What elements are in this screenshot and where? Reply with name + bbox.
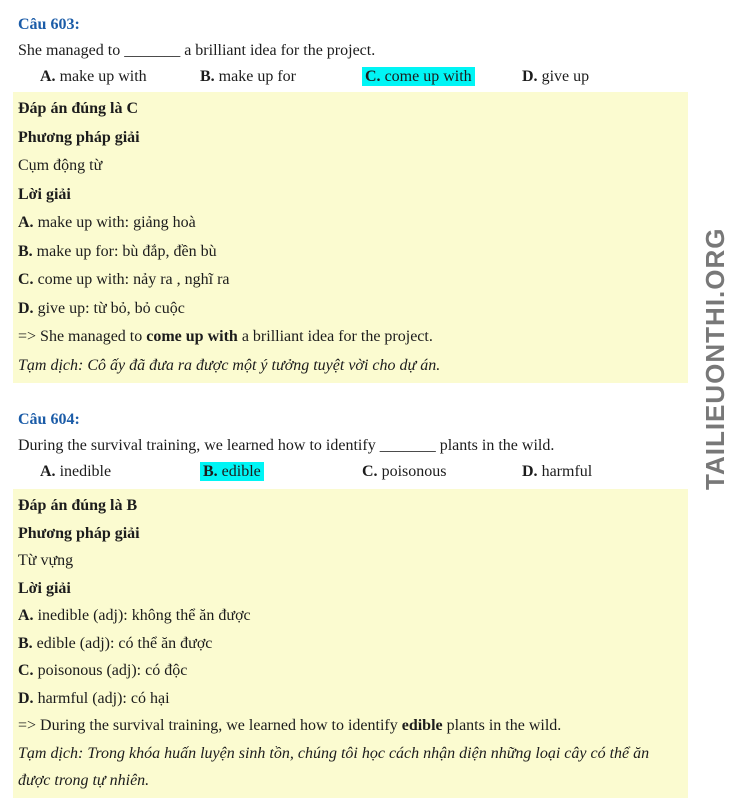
explanation-text: give up: từ bỏ, bỏ cuộc xyxy=(33,299,185,317)
option-text: poisonous xyxy=(377,463,447,480)
explanation-a xyxy=(18,602,683,630)
watermark-text: TAILIEUONTHI.ORG xyxy=(700,227,730,490)
explanation-letter: A. xyxy=(18,214,34,231)
conclusion-bold: come up with xyxy=(146,328,238,345)
explanation-text: poisonous (adj): có độc xyxy=(33,662,188,679)
explanation-d xyxy=(18,685,683,713)
method-heading: Phương pháp giải xyxy=(18,128,140,146)
question-number: Câu 603: xyxy=(18,16,80,33)
explanation-text: inedible (adj): không thể ăn được xyxy=(33,607,251,624)
explanation-text: edible (adj): có thể ăn được xyxy=(32,634,213,652)
option-c-highlighted xyxy=(362,64,522,90)
option-a xyxy=(40,64,200,90)
method-text: Cụm động từ xyxy=(18,157,103,174)
explanation-text: make up for: bù đắp, đền bù xyxy=(32,242,217,260)
conclusion-bold: edible xyxy=(401,717,443,734)
explanation-letter: B. xyxy=(18,634,33,652)
translation-line: Tạm dịch: Cô ấy đã đưa ra được một ý tưởng tuyệt vời cho dự án. xyxy=(18,356,441,374)
option-text: make up for xyxy=(214,68,296,85)
option-a xyxy=(40,459,200,485)
option-text: give up xyxy=(537,68,590,85)
explanation-letter: B. xyxy=(18,242,33,260)
highlight xyxy=(362,67,475,86)
answer-box xyxy=(13,489,688,798)
option-text: come up with xyxy=(380,68,472,85)
option-letter: A. xyxy=(40,463,56,480)
question-text: She managed to _______ a brilliant idea for the project. xyxy=(18,42,376,59)
solution-heading: Lời giải xyxy=(18,579,71,597)
option-b xyxy=(200,64,362,90)
explanation-letter: D. xyxy=(18,299,34,317)
explanation-a xyxy=(18,209,683,238)
option-text: inedible xyxy=(55,463,112,480)
explanation-letter: D. xyxy=(18,689,34,707)
explanation-letter: C. xyxy=(18,271,34,288)
explanation-c xyxy=(18,657,683,685)
question-block-604 xyxy=(0,407,739,798)
correct-answer-line: Đáp án đúng là C xyxy=(18,100,139,117)
option-text: make up with xyxy=(55,68,147,85)
option-letter: D. xyxy=(522,68,538,85)
method-text: Từ vựng xyxy=(18,552,74,569)
question-text: During the survival training, we learned how to identify _______ plants in the wild. xyxy=(18,437,555,454)
explanation-c xyxy=(18,266,683,295)
answer-box xyxy=(13,92,688,383)
explanation-b xyxy=(18,630,683,658)
explanation-letter: A. xyxy=(18,607,34,624)
option-text: edible xyxy=(217,463,261,480)
conclusion-suffix: plants in the wild. xyxy=(442,717,562,734)
conclusion-line xyxy=(18,712,683,740)
option-letter: C. xyxy=(365,68,381,85)
option-letter: D. xyxy=(522,463,538,480)
explanation-text: harmful (adj): có hại xyxy=(33,689,170,707)
option-text: harmful xyxy=(537,463,593,480)
method-heading: Phương pháp giải xyxy=(18,524,140,542)
highlight xyxy=(200,462,264,481)
option-b-highlighted xyxy=(200,459,362,485)
option-letter: A. xyxy=(40,68,56,85)
conclusion-line xyxy=(18,323,683,352)
explanation-text: come up with: nảy ra , nghĩ ra xyxy=(33,271,230,288)
question-block-603 xyxy=(0,12,739,383)
options-row xyxy=(0,64,739,90)
conclusion-prefix: => She managed to xyxy=(18,328,147,345)
translation-line: Tạm dịch: Trong khóa huấn luyện sinh tồn, chúng tôi học cách nhận diện những loại cây có thể ăn được trong tự nhiên. xyxy=(18,744,650,789)
explanation-b xyxy=(18,238,683,267)
conclusion-prefix: => During the survival training, we learned how to identify xyxy=(18,717,402,734)
explanation-text: make up with: giảng hoà xyxy=(33,214,196,231)
option-c xyxy=(362,459,522,485)
option-letter: B. xyxy=(203,463,218,480)
solution-heading: Lời giải xyxy=(18,185,71,203)
option-d xyxy=(522,64,739,90)
explanation-d xyxy=(18,295,683,324)
explanation-letter: C. xyxy=(18,662,34,679)
options-row xyxy=(0,459,739,485)
question-number: Câu 604: xyxy=(18,411,80,428)
correct-answer-line: Đáp án đúng là B xyxy=(18,497,138,514)
conclusion-suffix: a brilliant idea for the project. xyxy=(237,328,433,345)
option-letter: B. xyxy=(200,68,215,85)
option-letter: C. xyxy=(362,463,378,480)
